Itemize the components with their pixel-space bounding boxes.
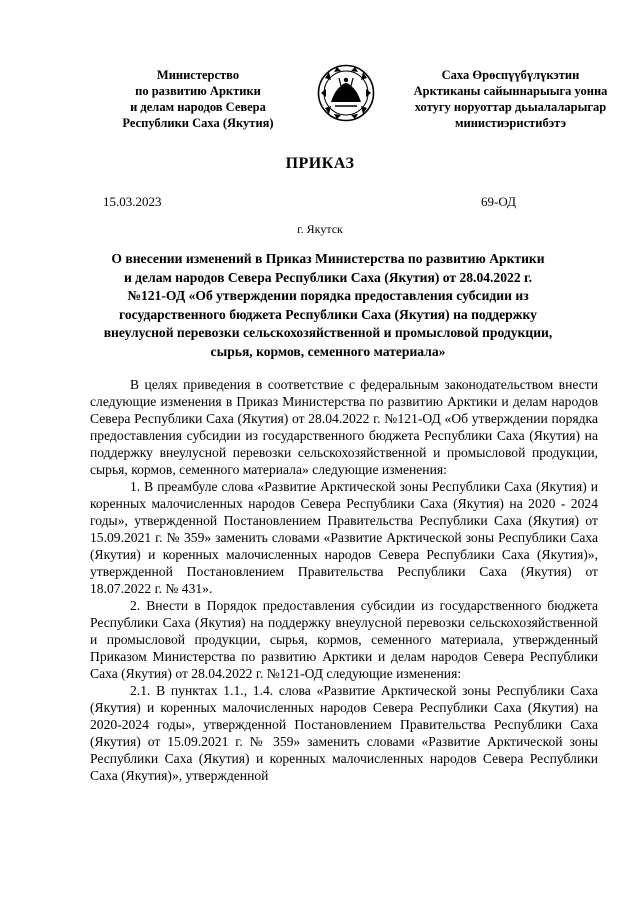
body-paragraph: 2. Внести в Порядок предоставления субсидии из государственного бюджета Республики Саха (Якутия) на поддержку внеулусной перевозки сельскохозяйственной и промысловой продукции, сырья, кормов, семенного материала, утвержденный Приказом Министерства по развитию Арктики и делам народов Севера Республики Саха (Якутия) от 28.04.2022 г. №121-ОД следующие изменения: [90,598,598,681]
header-left-line: Республики Саха (Якутия) [122,116,274,130]
order-body [90,376,598,784]
header-right-line: Арктиканы сайыннарыыга уонна [413,84,608,98]
sakha-republic-emblem-icon [317,62,375,124]
body-paragraph: 2.1. В пунктах 1.1., 1.4. слова «Развитие Арктической зоны Республики Саха (Якутия) и коренных малочисленных народов Севера Республики Саха (Якутия) на 2020-2024 годы», утвержденной Постановлением Правительства Республики Саха (Якутия) от 15.09.2021 г. № 359» заменить словами «Развитие Арктической зоны Республики Саха (Якутия) и коренных малочисленных народов Севера Республики Саха (Якутия)», утвержденной [90,683,598,783]
header-right-line: хотугу норуоттар дьыалаларыгар [414,100,607,114]
subject-line: О внесении изменений в Приказ Министерства по развитию Арктики [111,251,545,266]
header-left-line: и делам народов Севера [130,100,266,114]
header-left-line: Министерство [156,68,240,82]
subject-line: внеулусной перевозки сельскохозяйственной и промысловой продукции, [103,325,553,340]
header-right-line: Саха Өрөспүүбүлүкэтин [441,68,580,82]
body-paragraph: В целях приведения в соответствие с федеральным законодательством внести следующие изменения в Приказ Министерства по развитию Арктики и делам народов Севера Республики Саха (Якутия) от 28.04.2022 г. №121-ОД «Об утверждении порядка предоставления субсидии из государственного бюджета Республики Саха (Якутия) на поддержку внеулусной перевозки сельскохозяйственной и промысловой продукции, сырья, кормов, семенного материала» следующие изменения: [90,377,598,477]
subject-line: сырья, кормов, семенного материала» [210,343,446,359]
header-left-line: по развитию Арктики [135,84,261,98]
subject-line: государственного бюджета Республики Саха (Якутия) на поддержку [119,306,537,322]
order-number: 69-ОД [481,194,516,209]
document-type-title: ПРИКАЗ [285,155,355,172]
order-subject [78,250,578,361]
subject-line: и делам народов Севера Республики Саха (Якутия) от 28.04.2022 г. [123,269,533,285]
subject-line: №121-ОД «Об утверждении порядка предоставления субсидии из [127,288,529,303]
body-paragraph: 1. В преамбуле слова «Развитие Арктической зоны Республики Саха (Якутия) и коренных малочисленных народов Севера Республики Саха (Якутия) на 2020 - 2024 годы», утвержденной Постановлением Правительства Республики Саха (Якутия) от 15.09.2021 г. № 359» заменить словами «Развитие Арктической зоны Республики Саха (Якутия) и коренных малочисленных народов Севера Республики Саха (Якутия)», утвержденной Постановлением Правительства Республики Саха (Якутия) от 18.07.2022 г. № 431». [90,479,598,596]
header-right-line: министиэристибэтэ [455,116,566,130]
ministry-name-russian [98,67,298,131]
order-date: 15.03.2023 [103,194,162,209]
ministry-name-sakha [393,67,628,131]
order-city: г. Якутск [297,222,343,236]
